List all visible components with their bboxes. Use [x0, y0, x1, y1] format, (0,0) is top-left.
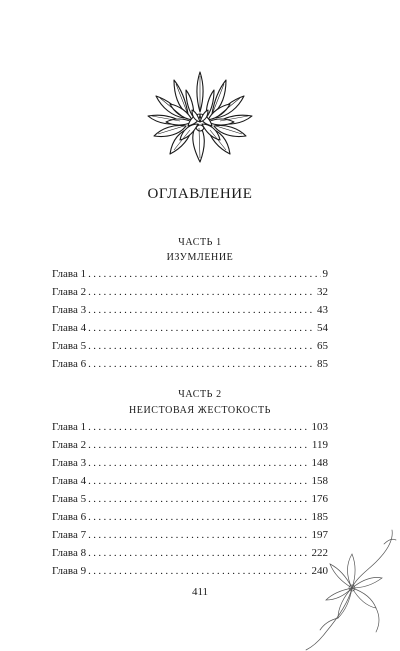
flower-doodle-icon — [280, 524, 400, 651]
chapter-title: Глава 5 — [52, 493, 87, 505]
dot-leader — [88, 355, 315, 373]
chapter-page: 158 — [311, 475, 328, 487]
chapter-title: Глава 7 — [52, 529, 87, 541]
part-1-label: ЧАСТЬ 1 — [178, 237, 222, 248]
chapter-page: 185 — [311, 511, 328, 523]
dot-leader — [88, 265, 320, 283]
dot-leader — [88, 490, 309, 508]
dot-leader — [88, 319, 315, 337]
dot-leader — [88, 508, 309, 526]
page-number: 411 — [191, 586, 209, 598]
chapter-page: 85 — [317, 358, 328, 370]
chapter-page: 240 — [311, 565, 328, 577]
chapter-page: 176 — [311, 493, 328, 505]
dot-leader — [88, 454, 309, 472]
toc-row[interactable] — [52, 319, 328, 337]
chapter-title: Глава 8 — [52, 547, 87, 559]
chapter-page: 119 — [311, 439, 328, 451]
part-1-name: ИЗУМЛЕНИЕ — [166, 252, 234, 263]
toc-row[interactable] — [52, 265, 328, 283]
part-2-name: НЕИСТОВАЯ ЖЕСТОКОСТЬ — [128, 405, 272, 416]
chapter-title: Глава 5 — [52, 340, 87, 352]
chapter-page: 65 — [317, 340, 328, 352]
chapter-title: Глава 6 — [52, 511, 87, 523]
chapter-title: Глава 4 — [52, 475, 87, 487]
chapter-page: 32 — [317, 286, 328, 298]
toc-row[interactable] — [52, 301, 328, 319]
toc-title: ОГЛАВЛЕНИЕ — [147, 186, 253, 202]
chapter-page: 43 — [317, 304, 328, 316]
chrysanthemum-flower-icon — [140, 66, 260, 170]
chapter-page: 103 — [311, 421, 328, 433]
chapter-page: 148 — [311, 457, 328, 469]
toc-row[interactable] — [52, 283, 328, 301]
dot-leader — [88, 436, 310, 454]
chapter-title: Глава 2 — [52, 439, 87, 451]
chapter-title: Глава 2 — [52, 286, 87, 298]
toc-row[interactable] — [52, 490, 328, 508]
dot-leader — [88, 283, 315, 301]
chapter-page: 54 — [317, 322, 328, 334]
toc-row[interactable] — [52, 355, 328, 373]
dot-leader — [88, 526, 309, 544]
chapter-title: Глава 3 — [52, 457, 87, 469]
dot-leader — [88, 301, 315, 319]
chapter-page: 222 — [311, 547, 328, 559]
chapter-title: Глава 3 — [52, 304, 87, 316]
dot-leader — [88, 472, 309, 490]
toc-row[interactable] — [52, 337, 328, 355]
dot-leader — [88, 562, 309, 580]
chapter-title: Глава 1 — [52, 268, 87, 280]
part-2-label: ЧАСТЬ 2 — [178, 389, 222, 400]
dot-leader — [88, 544, 309, 562]
chapter-page: 197 — [311, 529, 328, 541]
chapter-title: Глава 9 — [52, 565, 87, 577]
toc-row[interactable] — [52, 418, 328, 436]
dot-leader — [88, 337, 315, 355]
toc-row[interactable] — [52, 472, 328, 490]
chapter-title: Глава 4 — [52, 322, 87, 334]
toc-row[interactable] — [52, 454, 328, 472]
part-1-chapter-list — [52, 265, 328, 373]
dot-leader — [88, 418, 309, 436]
chapter-title: Глава 1 — [52, 421, 87, 433]
toc-row[interactable] — [52, 436, 328, 454]
chapter-page: 9 — [322, 268, 328, 280]
chapter-title: Глава 6 — [52, 358, 87, 370]
